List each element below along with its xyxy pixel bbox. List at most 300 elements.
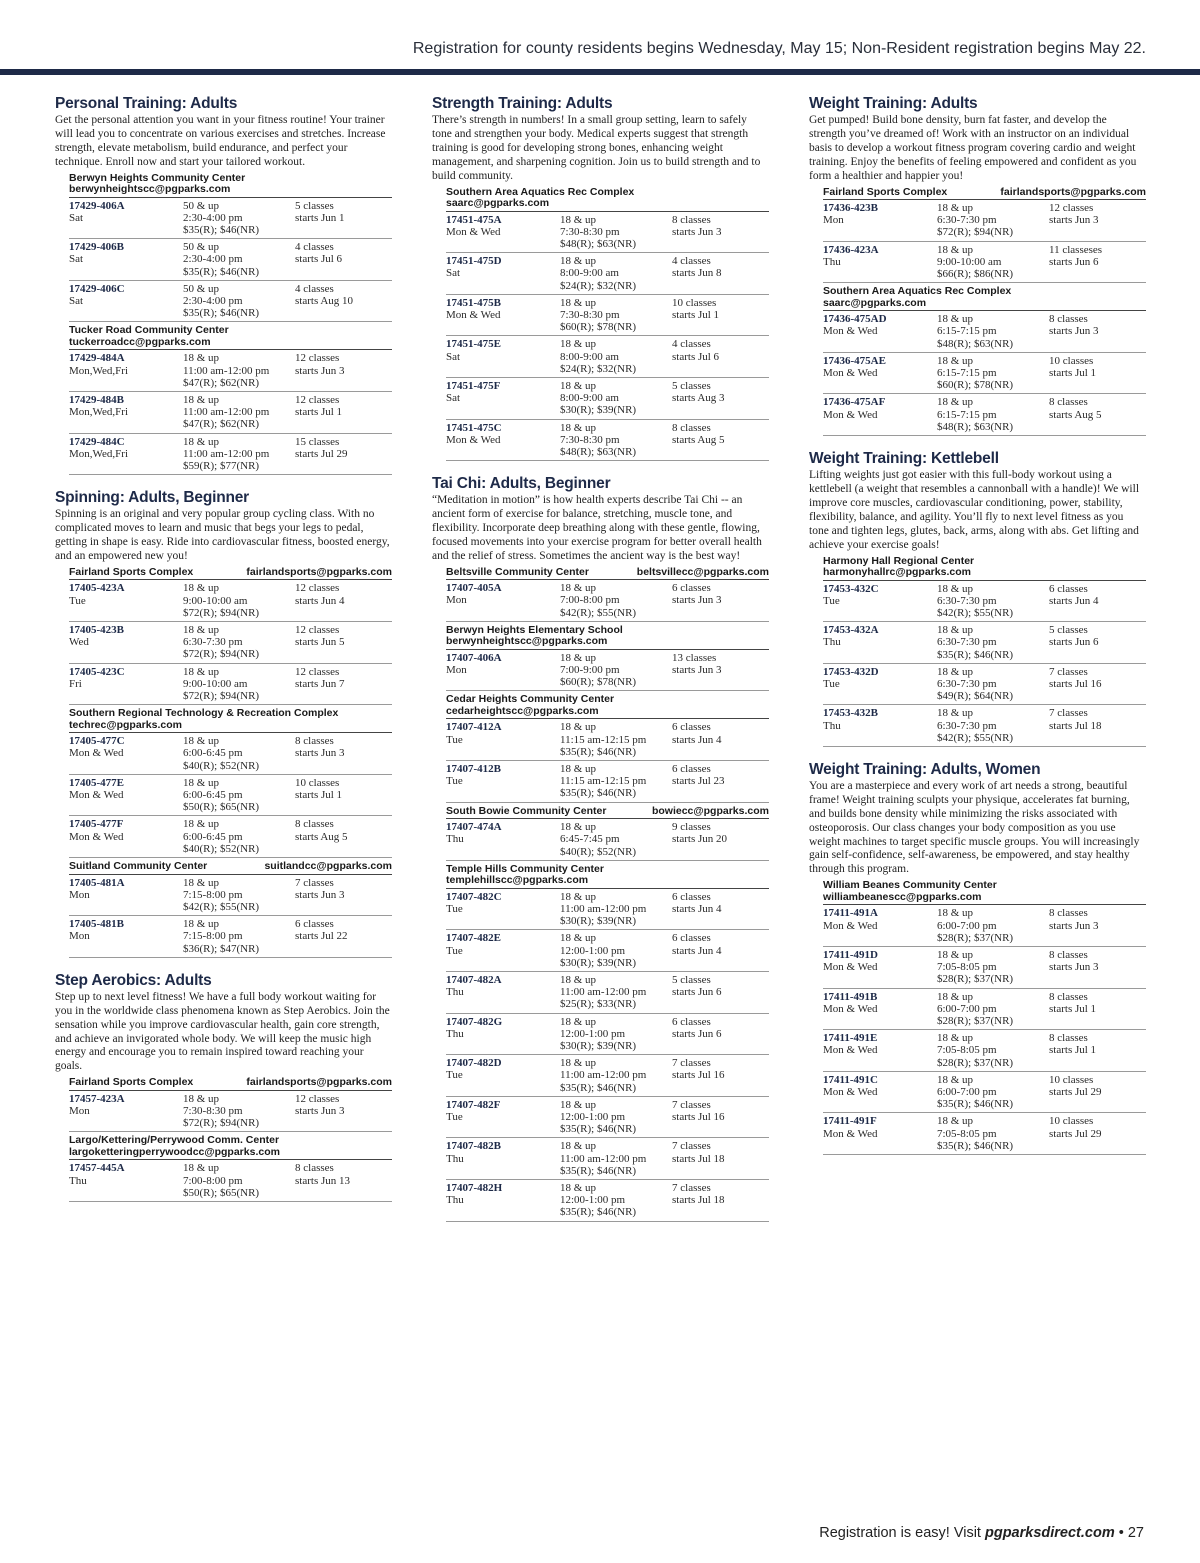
class-time-cell (560, 932, 672, 969)
class-code: 17429-484B (69, 394, 124, 407)
class-row[interactable] (823, 1113, 1146, 1155)
class-start: starts Jul 1 (295, 789, 343, 802)
class-time: 8:00-9:00 am (560, 350, 619, 363)
program-section (809, 95, 1146, 436)
class-count: 5 classes (295, 199, 334, 212)
class-start: starts Aug 10 (295, 295, 354, 308)
class-code: 17457-445A (69, 1162, 125, 1175)
class-age: 18 & up (560, 1182, 597, 1195)
class-day: Mon & Wed (823, 1127, 878, 1140)
class-sessions-cell (672, 721, 769, 758)
class-fee: $28(R); $37(NR) (937, 1014, 1014, 1027)
class-row[interactable] (823, 1072, 1146, 1114)
class-time-cell (937, 202, 1049, 239)
class-time-cell (560, 214, 672, 251)
class-day: Tue (446, 1069, 463, 1082)
class-time: 6:30-7:30 pm (183, 636, 243, 649)
class-fee: $24(R); $32(NR) (560, 362, 637, 375)
class-code: 17407-482B (446, 1140, 501, 1153)
location-name: Beltsville Community Center (446, 565, 589, 578)
class-code: 17429-484C (69, 435, 125, 448)
class-fee: $48(R); $63(NR) (560, 237, 637, 250)
footer-prefix: Registration is easy! Visit (819, 1525, 985, 1541)
class-time: 6:30-7:30 pm (937, 677, 997, 690)
location-email[interactable]: fairlandsports@pgparks.com (246, 1076, 392, 1089)
class-code-cell (823, 355, 937, 392)
class-count: 8 classes (1049, 313, 1088, 326)
class-fee: $72(R); $94(NR) (937, 226, 1014, 239)
class-row[interactable] (823, 947, 1146, 989)
class-time-cell (183, 582, 295, 619)
class-code-cell (823, 313, 937, 350)
location-email[interactable]: saarc@pgparks.com (446, 197, 550, 210)
class-time: 6:00-7:00 pm (937, 1085, 997, 1098)
class-row[interactable] (69, 198, 392, 240)
location-email[interactable]: saarc@pgparks.com (823, 296, 927, 309)
class-code: 17411-491E (823, 1032, 878, 1045)
class-age: 18 & up (937, 990, 974, 1003)
program-description: You are a masterpiece and every work of art needs a strong, beautiful frame! Weight training sculpts your physique, accelerates fat burning, and builds bone density while minimizing the risks associated with osteoporosis. Our class changes your body composition as you use weight machines to target specific muscle groups. You will increasingly gain self-confidence, self-awareness, be empowered, and stay healthy through this program. (809, 779, 1140, 876)
class-fee: $35(R); $46(NR) (183, 265, 260, 278)
location-header (446, 864, 769, 889)
location-line (446, 806, 769, 818)
class-start: starts Jun 6 (672, 986, 722, 999)
location-email[interactable]: fairlandsports@pgparks.com (1000, 185, 1146, 198)
class-day: Mon & Wed (69, 789, 124, 802)
class-time-cell (937, 707, 1049, 744)
class-row[interactable] (69, 434, 392, 476)
location-name: Southern Area Aquatics Rec Complex (446, 185, 635, 198)
program-section (432, 475, 769, 1221)
class-row[interactable] (446, 761, 769, 803)
class-code-cell (446, 721, 560, 758)
class-row[interactable] (446, 819, 769, 861)
class-code: 17407-474A (446, 821, 502, 834)
class-row[interactable] (446, 1055, 769, 1097)
class-count: 10 classes (1049, 354, 1094, 367)
class-time: 6:00-7:00 pm (937, 1002, 997, 1015)
program-title: Tai Chi: Adults, Beginner (432, 475, 611, 493)
class-code: 17411-491A (823, 907, 878, 920)
class-code-cell (446, 255, 560, 292)
class-row[interactable] (446, 972, 769, 1014)
location-email[interactable]: fairlandsports@pgparks.com (246, 565, 392, 578)
class-start: starts Jul 1 (1049, 367, 1097, 380)
class-time-cell (183, 436, 295, 473)
class-count: 15 classes (295, 435, 340, 448)
location-name: Fairland Sports Complex (823, 185, 948, 198)
class-start: starts Jul 18 (1049, 719, 1102, 732)
class-fee: $35(R); $46(NR) (560, 745, 637, 758)
class-sessions-cell (672, 1140, 769, 1177)
class-start: starts Jun 3 (672, 594, 722, 607)
class-code: 17407-482G (446, 1015, 503, 1028)
location-name: Fairland Sports Complex (69, 565, 194, 578)
class-count: 11 classeses (1049, 243, 1103, 256)
class-row[interactable] (69, 239, 392, 281)
program-title: Weight Training: Kettlebell (809, 450, 999, 468)
class-row[interactable] (823, 664, 1146, 706)
class-row[interactable] (823, 581, 1146, 623)
class-count: 6 classes (672, 582, 711, 595)
class-code: 17451-475B (446, 296, 501, 309)
class-count: 6 classes (672, 890, 711, 903)
class-row[interactable] (69, 622, 392, 664)
class-fee: $35(R); $46(NR) (560, 1164, 637, 1177)
class-fee: $35(R); $46(NR) (560, 1206, 637, 1219)
class-code-cell (446, 1099, 560, 1136)
class-age: 18 & up (560, 890, 597, 903)
class-code: 17405-481A (69, 876, 125, 889)
class-row[interactable] (446, 420, 769, 462)
class-time: 11:00 am-12:00 pm (183, 447, 270, 460)
class-age: 18 & up (937, 1115, 974, 1128)
program-description: “Meditation in motion” is how health experts describe Tai Chi -- an ancient form of exercise for balance, stretching, muscle tone, and flexibility. Incorporate deep breathing along with these gentle, flowing, focused movements into your exercise program for better overall health and the relief of stress. Sometimes the ancient way is the best way! (432, 494, 762, 562)
class-sessions-cell (1049, 202, 1146, 239)
class-code: 17405-423C (69, 665, 125, 678)
class-code-cell (823, 991, 937, 1028)
class-fee: $49(R); $64(NR) (937, 690, 1014, 703)
class-code-cell (446, 1140, 560, 1177)
class-time-cell (937, 1032, 1049, 1069)
class-row[interactable] (69, 775, 392, 817)
class-row[interactable] (69, 580, 392, 622)
class-time: 6:30-7:30 pm (937, 636, 997, 649)
class-fee: $72(R); $94(NR) (183, 1117, 260, 1130)
class-fee: $50(R); $65(NR) (183, 801, 260, 814)
class-time: 11:15 am-12:15 pm (560, 775, 647, 788)
class-fee: $72(R); $94(NR) (183, 690, 260, 703)
class-age: 18 & up (560, 255, 597, 268)
class-time: 6:00-6:45 pm (183, 747, 243, 760)
class-start: starts Jun 3 (672, 225, 722, 238)
class-day: Mon (69, 888, 90, 901)
class-code: 17407-482A (446, 973, 502, 986)
class-time-cell (560, 1182, 672, 1219)
class-sessions-cell (295, 1162, 392, 1199)
class-row[interactable] (69, 916, 392, 958)
class-fee: $35(R); $46(NR) (937, 1139, 1014, 1152)
class-row[interactable] (446, 295, 769, 337)
class-start: starts Jul 1 (295, 406, 343, 419)
class-age: 18 & up (183, 1092, 220, 1105)
class-sessions-cell (672, 422, 769, 459)
class-start: starts Jul 1 (1049, 1002, 1097, 1015)
class-age: 18 & up (937, 624, 974, 637)
program-description: Lifting weights just got easier with this full-body workout using a kettlebell (a weight that resembles a cannonball with a handle)! We will improve core muscles, cardiovascular conditioning, power, stability, flexibility, balance, and agility. You’ll fly to next level fitness as you tone and tighten legs, glutes, back, arms, along with abs. Get lifting and achieve your exercise goals! (809, 469, 1140, 551)
class-row[interactable] (823, 1030, 1146, 1072)
class-row[interactable] (69, 1091, 392, 1133)
location-name: Fairland Sports Complex (69, 1076, 194, 1089)
class-sessions-cell (672, 763, 769, 800)
class-row[interactable] (446, 930, 769, 972)
class-code-cell (823, 624, 937, 661)
class-time: 2:30-4:00 pm (183, 253, 243, 266)
class-count: 4 classes (672, 338, 711, 351)
class-day: Mon,Wed,Fri (69, 364, 129, 377)
class-code-cell (446, 974, 560, 1011)
class-day: Thu (446, 1152, 464, 1165)
class-time: 7:30-8:30 pm (183, 1104, 243, 1117)
class-time-cell (937, 991, 1049, 1028)
program-title: Personal Training: Adults (55, 95, 238, 112)
class-sessions-cell (1049, 396, 1146, 433)
class-age: 18 & up (183, 435, 220, 448)
class-time-cell (937, 583, 1049, 620)
class-fee: $48(R); $63(NR) (560, 445, 637, 458)
class-start: starts Jul 16 (672, 1111, 725, 1124)
class-row[interactable] (823, 200, 1146, 242)
class-row[interactable] (446, 1180, 769, 1222)
location-email[interactable]: cedarheightscc@pgparks.com (446, 704, 599, 717)
class-age: 18 & up (183, 624, 220, 637)
location-email[interactable]: suitlandcc@pgparks.com (264, 860, 392, 873)
class-row[interactable] (823, 905, 1146, 947)
class-age: 18 & up (183, 876, 220, 889)
class-row[interactable] (446, 1014, 769, 1056)
class-start: starts Jun 4 (1049, 594, 1099, 607)
class-time-cell (560, 821, 672, 858)
class-start: starts Jul 1 (1049, 1044, 1097, 1057)
class-fee: $28(R); $37(NR) (937, 973, 1014, 986)
class-row[interactable] (69, 392, 392, 434)
class-start: starts Jun 3 (1049, 961, 1099, 974)
class-fee: $25(R); $33(NR) (560, 998, 637, 1011)
class-age: 18 & up (183, 818, 220, 831)
class-count: 6 classes (672, 932, 711, 945)
class-code-cell (446, 297, 560, 334)
class-fee: $42(R); $55(NR) (183, 900, 260, 913)
class-time: 9:00-10:00 am (183, 594, 248, 607)
location-email[interactable]: berwynheightscc@pgparks.com (446, 635, 608, 648)
class-time: 12:00-1:00 pm (560, 1027, 626, 1040)
class-age: 18 & up (560, 213, 597, 226)
class-time: 7:00-9:00 pm (560, 664, 620, 677)
class-sessions-cell (672, 255, 769, 292)
location-header (446, 567, 769, 581)
class-row[interactable] (823, 242, 1146, 284)
class-age: 18 & up (560, 721, 597, 734)
location-header (823, 556, 1146, 581)
class-fee: $60(R); $78(NR) (560, 321, 637, 334)
class-row[interactable] (446, 1097, 769, 1139)
class-sessions-cell (672, 297, 769, 334)
location-email[interactable]: tuckerroadcc@pgparks.com (69, 335, 211, 348)
class-sessions-cell (672, 932, 769, 969)
class-time-cell (937, 1074, 1049, 1111)
class-code: 17451-475C (446, 421, 502, 434)
class-fee: $24(R); $32(NR) (560, 279, 637, 292)
class-sessions-cell (1049, 707, 1146, 744)
class-row[interactable] (446, 253, 769, 295)
page-footer (819, 1525, 1144, 1541)
class-day: Tue (446, 1111, 463, 1124)
class-start: starts Aug 3 (672, 392, 725, 405)
class-start: starts Jun 4 (672, 944, 722, 957)
class-row[interactable] (823, 394, 1146, 436)
location-email[interactable]: williambeanescc@pgparks.com (823, 890, 982, 903)
location-email[interactable]: berwynheightscc@pgparks.com (69, 183, 231, 196)
class-time-cell (183, 666, 295, 703)
class-day: Mon & Wed (69, 747, 124, 760)
class-age: 18 & up (183, 352, 220, 365)
class-row[interactable] (823, 353, 1146, 395)
location-header (446, 187, 769, 212)
class-row[interactable] (446, 650, 769, 692)
class-sessions-cell (295, 818, 392, 855)
class-fee: $36(R); $47(NR) (183, 942, 260, 955)
class-row[interactable] (69, 733, 392, 775)
location-header (446, 806, 769, 820)
class-start: starts Jun 4 (672, 902, 722, 915)
class-time-cell (183, 877, 295, 914)
class-count: 4 classes (295, 282, 334, 295)
class-sessions-cell (672, 1016, 769, 1053)
location-email[interactable]: beltsvillecc@pgparks.com (636, 565, 769, 578)
class-time-cell (183, 735, 295, 772)
location-header (69, 567, 392, 581)
column-1 (55, 95, 392, 1216)
class-start: starts Jun 3 (295, 747, 345, 760)
class-age: 18 & up (560, 651, 597, 664)
class-row[interactable] (69, 816, 392, 858)
class-row[interactable] (69, 281, 392, 323)
column-3 (809, 95, 1146, 1169)
class-day: Mon & Wed (446, 225, 501, 238)
class-time-cell (183, 394, 295, 431)
class-code: 17451-475E (446, 338, 501, 351)
class-code: 17411-491D (823, 948, 878, 961)
class-row[interactable] (446, 580, 769, 622)
class-time-cell (560, 763, 672, 800)
class-start: starts Jul 16 (672, 1069, 725, 1082)
class-start: starts Jun 13 (295, 1174, 350, 1187)
location-email[interactable]: harmonyhallrc@pgparks.com (823, 566, 971, 579)
class-code: 17411-491C (823, 1073, 878, 1086)
class-day: Sat (69, 211, 84, 224)
location-header (69, 325, 392, 350)
class-row[interactable] (69, 875, 392, 917)
class-day: Mon & Wed (823, 919, 878, 932)
class-count: 12 classes (295, 394, 340, 407)
program-section (809, 450, 1146, 747)
class-fee: $40(R); $52(NR) (183, 759, 260, 772)
class-fee: $48(R); $63(NR) (937, 420, 1014, 433)
class-code: 17407-482D (446, 1057, 502, 1070)
class-code-cell (69, 1162, 183, 1199)
class-row[interactable] (823, 989, 1146, 1031)
class-fee: $42(R); $55(NR) (937, 731, 1014, 744)
class-day: Mon & Wed (823, 367, 878, 380)
class-age: 18 & up (183, 918, 220, 931)
class-start: starts Jun 4 (295, 594, 345, 607)
class-row[interactable] (446, 889, 769, 931)
class-time: 7:30-8:30 pm (560, 308, 620, 321)
class-code: 17405-477F (69, 818, 124, 831)
class-fee: $35(R); $46(NR) (560, 787, 637, 800)
class-time-cell (183, 283, 295, 320)
class-time: 12:00-1:00 pm (560, 944, 626, 957)
class-code-cell (69, 283, 183, 320)
class-count: 7 classes (672, 1182, 711, 1195)
location-email[interactable]: techrec@pgparks.com (69, 718, 182, 731)
class-time-cell (560, 1099, 672, 1136)
class-sessions-cell (672, 214, 769, 251)
class-day: Thu (823, 719, 841, 732)
class-time: 6:15-7:15 pm (937, 367, 997, 380)
class-fee: $72(R); $94(NR) (183, 648, 260, 661)
class-row[interactable] (446, 212, 769, 254)
location-name: Harmony Hall Regional Center (823, 554, 975, 567)
class-code: 17405-477C (69, 735, 125, 748)
location-line (69, 861, 392, 873)
class-count: 6 classes (672, 721, 711, 734)
class-age: 50 & up (183, 241, 220, 254)
class-day: Mon,Wed,Fri (69, 406, 129, 419)
class-row[interactable] (823, 622, 1146, 664)
location-email[interactable]: largoketteringperrywoodcc@pgparks.com (69, 1145, 280, 1158)
class-start: starts Jun 3 (295, 364, 345, 377)
class-sessions-cell (1049, 949, 1146, 986)
class-count: 8 classes (1049, 396, 1088, 409)
class-time: 7:30-8:30 pm (560, 433, 620, 446)
website-link[interactable]: pgparksdirect.com (984, 1525, 1115, 1541)
class-count: 12 classes (295, 665, 340, 678)
class-time-cell (560, 582, 672, 619)
class-row[interactable] (823, 311, 1146, 353)
location-email[interactable]: bowiecc@pgparks.com (651, 804, 769, 817)
class-time: 7:30-8:30 pm (560, 225, 620, 238)
location-email[interactable]: templehillscc@pgparks.com (446, 874, 589, 887)
class-time: 6:30-7:30 pm (937, 719, 997, 732)
location-header (823, 187, 1146, 201)
class-code-cell (823, 666, 937, 703)
class-count: 6 classes (1049, 582, 1088, 595)
registration-notice: Registration for county residents begins Wednesday, May 15; Non-Resident registration begins May 22. (412, 40, 1146, 57)
class-day: Mon (69, 930, 90, 943)
class-row[interactable] (446, 1138, 769, 1180)
class-age: 18 & up (560, 1015, 597, 1028)
class-count: 7 classes (672, 1098, 711, 1111)
class-row[interactable] (69, 664, 392, 706)
class-start: starts Jul 29 (295, 447, 348, 460)
class-row[interactable] (69, 350, 392, 392)
class-day: Thu (69, 1174, 87, 1187)
class-row[interactable] (446, 378, 769, 420)
class-row[interactable] (446, 719, 769, 761)
class-time: 8:00-9:00 am (560, 392, 619, 405)
class-day: Thu (446, 1027, 464, 1040)
class-time: 9:00-10:00 am (183, 677, 248, 690)
class-fee: $35(R); $46(NR) (183, 224, 260, 237)
class-fee: $40(R); $52(NR) (560, 845, 637, 858)
location-name: Cedar Heights Community Center (446, 693, 615, 706)
class-sessions-cell (1049, 583, 1146, 620)
class-age: 18 & up (560, 1140, 597, 1153)
class-row[interactable] (69, 1160, 392, 1202)
class-time-cell (560, 255, 672, 292)
class-code: 17405-477E (69, 776, 124, 789)
class-code: 17436-423A (823, 243, 879, 256)
class-row[interactable] (823, 705, 1146, 747)
class-code-cell (69, 582, 183, 619)
class-start: starts Jun 3 (1049, 325, 1099, 338)
class-sessions-cell (672, 582, 769, 619)
class-time: 6:15-7:15 pm (937, 325, 997, 338)
class-sessions-cell (1049, 666, 1146, 703)
class-row[interactable] (446, 336, 769, 378)
class-code-cell (823, 583, 937, 620)
